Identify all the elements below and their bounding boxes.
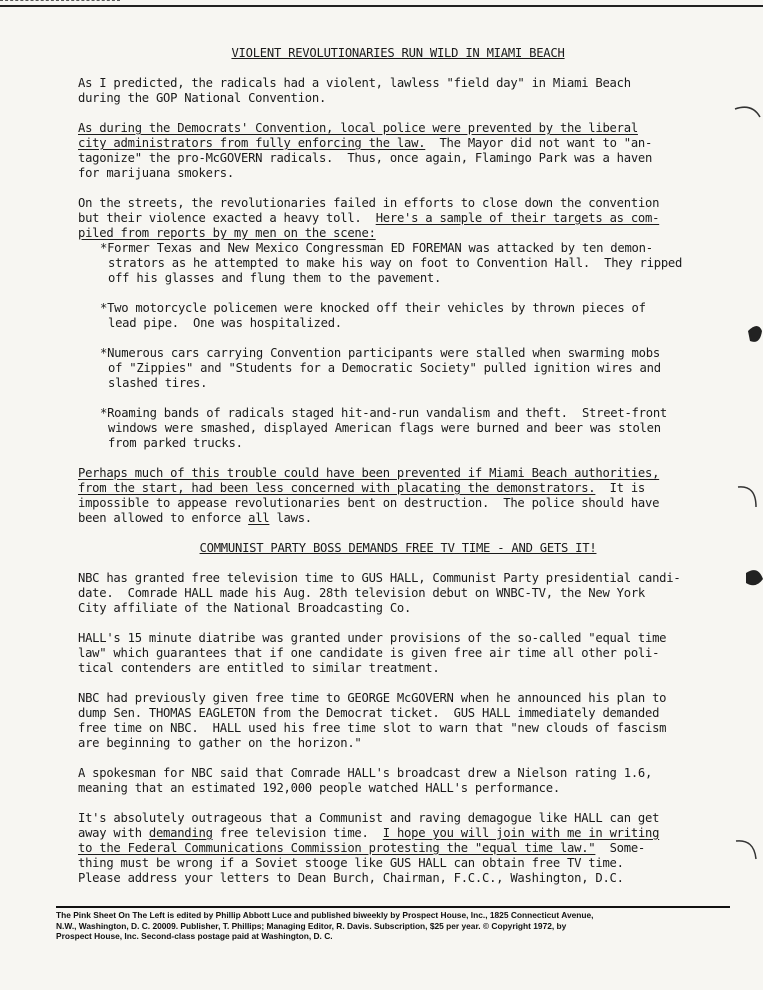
text-line: tical contenders are entitled to similar treatment. [78, 661, 440, 675]
underlined-text: Here's a sample of their targets as com- [375, 211, 660, 225]
bullet-cars [100, 346, 718, 391]
text-fragment: The Mayor did not want to "an- [425, 136, 653, 150]
underlined-text: piled from reports by my men on the scene: [78, 226, 376, 240]
text-fragment: Some- [595, 841, 646, 855]
text-line: law" which guarantees that if one candidate is given free air time all other poli- [78, 646, 660, 660]
text-fragment: been allowed to enforce [78, 511, 249, 525]
paragraph-nbc [78, 571, 718, 616]
text-line: City affiliate of the National Broadcasting Co. [78, 601, 412, 615]
footer-rule [56, 906, 730, 908]
text-line: *Roaming bands of radicals staged hit-and-run vandalism and theft. Street-front [100, 406, 667, 420]
text-line: Please address your letters to Dean Burch, Chairman, F.C.C., Washington, D.C. [78, 871, 624, 885]
text-line: are beginning to gather on the horizon." [78, 736, 362, 750]
text-line: A spokesman for NBC said that Comrade HALL's broadcast drew a Nielson rating 1.6, [78, 766, 653, 780]
underlined-text: demanding [148, 826, 213, 840]
text-line: On the streets, the revolutionaries failed in efforts to close down the convention [78, 196, 660, 210]
text-line: from parked trucks. [108, 436, 243, 450]
underlined-text: to the Federal Communications Commission protesting the "equal time law." [78, 841, 596, 855]
text-line: *Two motorcycle policemen were knocked off their vehicles by thrown pieces of [100, 301, 646, 315]
underlined-text: all [248, 511, 270, 525]
paragraph-trouble [78, 466, 718, 526]
margin-smudge-mark [748, 326, 762, 342]
text-line: tagonize" the pro-McGOVERN radicals. Thus, once again, Flamingo Park was a haven [78, 151, 653, 165]
publication-footer [56, 910, 732, 942]
footer-line: Prospect House, Inc. Second-class postage paid at Washington, D. C. [56, 931, 333, 941]
margin-arc-mark [738, 487, 756, 507]
text-line: impossible to appease revolutionaries bent on destruction. The police should have [78, 496, 660, 510]
paragraph-mcgovern [78, 691, 718, 751]
margin-arc-mark [735, 107, 760, 117]
underlined-text: As during the Democrats' Convention, local police were prevented by the liberal [78, 121, 638, 135]
underlined-text: Perhaps much of this trouble could have been prevented if Miami Beach authorities, [78, 466, 660, 480]
underlined-text: city administrators from fully enforcing the law. [78, 136, 426, 150]
paragraph-outrageous [78, 811, 718, 886]
footer-line: The Pink Sheet On The Left is edited by Phillip Abbott Luce and published biweekly by Prospect House, Inc., 1825 Connecticut Avenue, [56, 910, 594, 920]
text-line: *Numerous cars carrying Convention participants were stalled when swarming mobs [100, 346, 660, 360]
article-title: VIOLENT REVOLUTIONARIES RUN WILD IN MIAMI BEACH [231, 46, 565, 60]
text-line: free time on NBC. HALL used his free time slot to warn that "new clouds of fascism [78, 721, 667, 735]
margin-marks [730, 95, 763, 895]
margin-arc-mark [736, 841, 756, 859]
footer-line: N.W., Washington, D. C. 20009. Publisher, T. Phillips; Managing Editor, R. Davis. Subscription, $25 per year. © Copyright 1972, by [56, 920, 567, 931]
text-fragment: It is [595, 481, 646, 495]
text-line: of "Zippies" and "Students for a Democratic Society" pulled ignition wires and [108, 361, 661, 375]
text-line: It's absolutely outrageous that a Communist and raving demagogue like HALL can get [78, 811, 660, 825]
top-rule [0, 5, 763, 7]
text-fragment: but their violence exacted a heavy toll. [78, 211, 376, 225]
margin-smudge-mark [746, 570, 763, 585]
paragraph-diatribe [78, 631, 718, 676]
paragraph-rating [78, 766, 718, 796]
text-line: As I predicted, the radicals had a violent, lawless "field day" in Miami Beach [78, 76, 631, 90]
top-dashed-rule [0, 0, 120, 2]
text-line: windows were smashed, displayed American flags were burned and beer was stolen [108, 421, 661, 435]
text-fragment: away with [78, 826, 149, 840]
paragraph-intro [78, 76, 718, 106]
section-subheading: COMMUNIST PARTY BOSS DEMANDS FREE TV TIME - AND GETS IT! [199, 541, 597, 555]
paragraph-streets [78, 196, 718, 241]
text-line: slashed tires. [108, 376, 208, 390]
text-line: date. Comrade HALL made his Aug. 28th television debut on WNBC-TV, the New York [78, 586, 645, 600]
text-line: meaning that an estimated 192,000 people watched HALL's performance. [78, 781, 560, 795]
text-line: NBC had previously given free time to GEORGE McGOVERN when he announced his plan to [78, 691, 667, 705]
text-line: *Former Texas and New Mexico Congressman ED FOREMAN was attacked by ten demon- [100, 241, 653, 255]
text-line: during the GOP National Convention. [78, 91, 327, 105]
text-fragment: laws. [269, 511, 312, 525]
bullet-policemen [100, 301, 718, 331]
text-fragment: free television time. [212, 826, 383, 840]
document-body [78, 46, 718, 901]
text-line: strators as he attempted to make his way on foot to Convention Hall. They ripped [108, 256, 683, 270]
text-line: thing must be wrong if a Soviet stooge like GUS HALL can obtain free TV time. [78, 856, 624, 870]
text-line: NBC has granted free television time to GUS HALL, Communist Party presidential candi- [78, 571, 681, 585]
text-line: HALL's 15 minute diatribe was granted under provisions of the so-called "equal time [78, 631, 667, 645]
paragraph-police [78, 121, 718, 181]
text-line: dump Sen. THOMAS EAGLETON from the Democrat ticket. GUS HALL immediately demanded [78, 706, 660, 720]
bullet-foreman [100, 241, 718, 286]
text-line: for marijuana smokers. [78, 166, 234, 180]
underlined-text: I hope you will join with me in writing [382, 826, 660, 840]
text-line: lead pipe. One was hospitalized. [108, 316, 342, 330]
underlined-text: from the start, had been less concerned with placating the demonstrators. [78, 481, 596, 495]
bullet-vandalism [100, 406, 718, 451]
text-line: off his glasses and flung them to the pavement. [108, 271, 442, 285]
